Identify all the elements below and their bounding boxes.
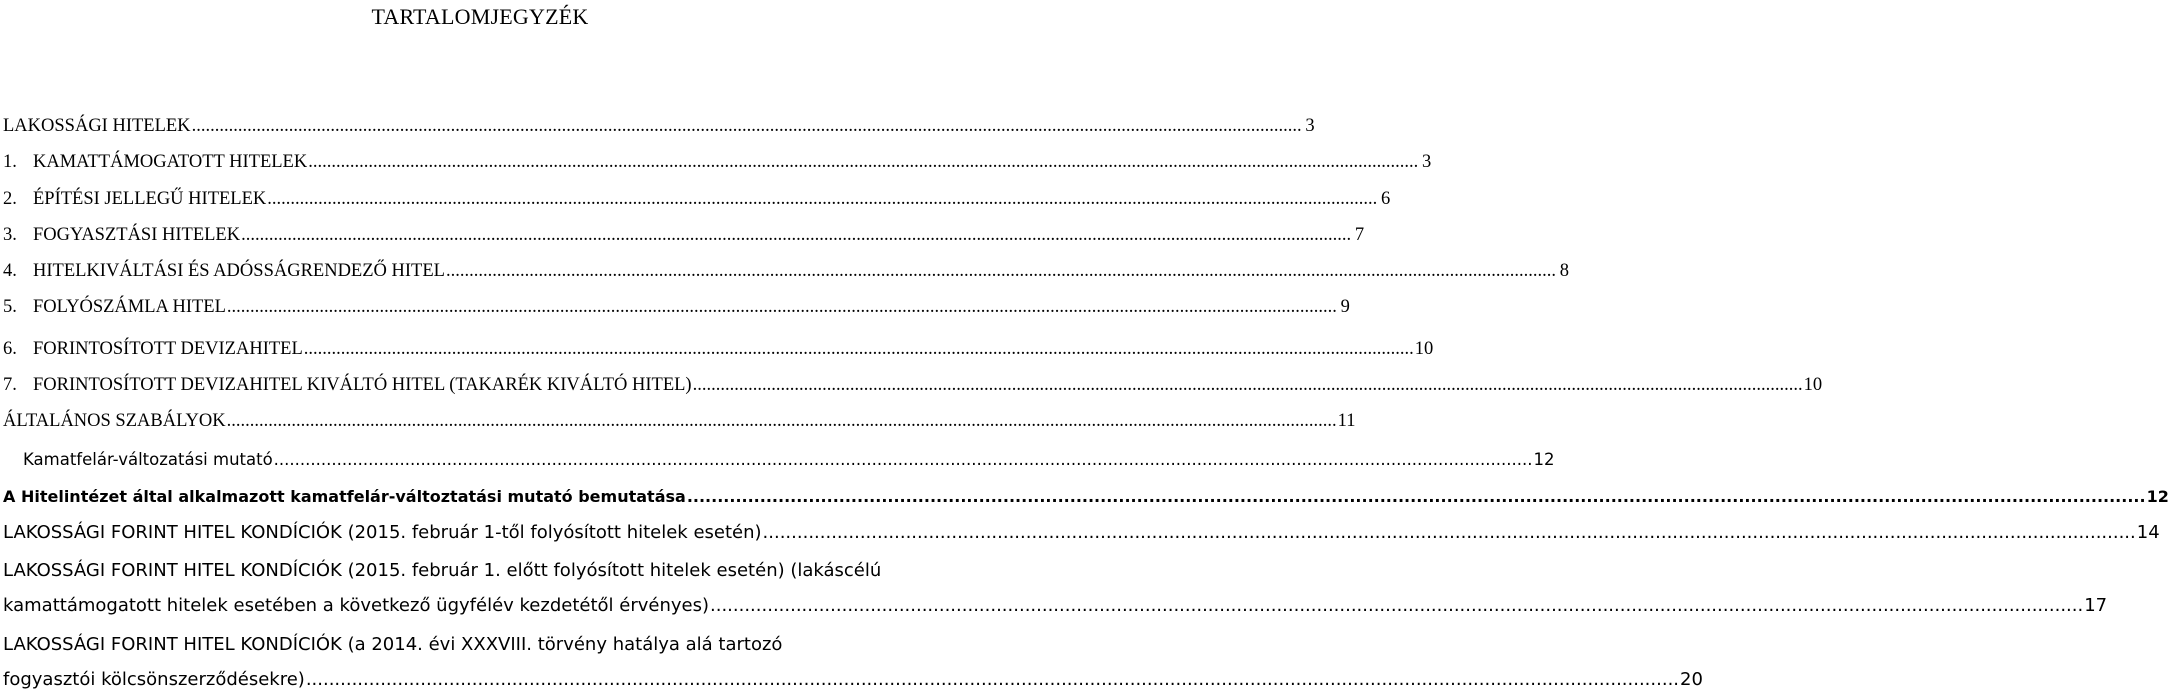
toc-entry-label (3, 152, 307, 173)
toc-entry-number: 1. (3, 152, 17, 172)
toc-entry-forint-kondiciok-2014-line1[interactable]: LAKOSSÁGI FORINT HITEL KONDÍCIÓK (a 2014. évi XXXVIII. törvény hatálya alá tartozó (3, 634, 783, 655)
toc-entry-forint-kondiciok-2015-tol[interactable] (3, 522, 2160, 543)
toc-leader-dots (274, 450, 1533, 469)
toc-entry-folyoszamla[interactable] (3, 297, 1350, 318)
toc-leader-dots (306, 669, 1679, 690)
toc-page-number: 3 (1305, 116, 1315, 136)
toc-leader-dots (763, 522, 2136, 543)
toc-entry-forint-kondiciok-2014[interactable] (3, 669, 1703, 690)
toc-page-number: 14 (2136, 522, 2160, 543)
toc-leader-dots (710, 595, 2083, 616)
toc-leader-dots (304, 339, 1414, 360)
toc-page-number: 8 (1559, 261, 1569, 281)
toc-leader-dots (308, 152, 1418, 173)
toc-entry-kamatfelar-mutato[interactable] (3, 450, 1555, 469)
toc-entry-text: FOLYÓSZÁMLA HITEL (33, 297, 226, 317)
toc-page-number: 17 (2084, 595, 2108, 616)
toc-page-number: 12 (2146, 487, 2169, 506)
toc-leader-dots (693, 375, 1803, 396)
toc-entry-forint-kondiciok-2015-elott[interactable] (3, 595, 2108, 616)
toc-entry-label: kamattámogatott hitelek esetében a következő ügyfélév kezdetétől érvényes) (3, 595, 709, 616)
toc-leader-dots (267, 189, 1377, 210)
toc-leader-dots (241, 225, 1351, 246)
toc-page-number: 3 (1421, 152, 1432, 172)
toc-entry-hitelintezet-mutato[interactable] (3, 487, 2169, 506)
toc-entry-lakossagi-hitelek[interactable] (3, 116, 1315, 137)
toc-page-number: 10 (1803, 375, 1823, 395)
toc-page-number: 11 (1337, 411, 1356, 431)
toc-entry-label: A Hitelintézet által alkalmazott kamatfelár-változtatási mutató bemutatása (3, 487, 686, 506)
toc-entry-label (3, 261, 445, 282)
toc-entry-label: ÁLTALÁNOS SZABÁLYOK (3, 411, 226, 431)
toc-entry-text: KAMATTÁMOGATOTT HITELEK (33, 152, 308, 172)
toc-entry-number: 4. (3, 261, 17, 281)
toc-leader-dots (687, 487, 2146, 506)
toc-entry-label (3, 189, 266, 210)
toc-entry-label: Kamatfelár-változatási mutató (23, 450, 273, 469)
toc-entry-label: fogyasztói kölcsönszerződésekre) (3, 669, 305, 690)
toc-page-number: 12 (1533, 450, 1555, 469)
toc-entry-forintositott[interactable] (3, 339, 1434, 360)
toc-page-number: 10 (1414, 339, 1434, 359)
toc-entry-text: FORINTOSÍTOTT DEVIZAHITEL (33, 339, 303, 359)
toc-entry-text: ÉPÍTÉSI JELLEGŰ HITELEK (33, 189, 267, 209)
toc-entry-number: 6. (3, 339, 17, 359)
toc-entry-number: 7. (3, 375, 17, 395)
page-title: TARTALOMJEGYZÉK (371, 4, 589, 29)
toc-entry-text: FOGYASZTÁSI HITELEK (33, 225, 241, 245)
toc-entry-label (3, 339, 303, 360)
toc-entry-epitesi[interactable] (3, 189, 1391, 210)
toc-page-number: 7 (1354, 225, 1365, 245)
toc-entry-number: 3. (3, 225, 17, 245)
toc-entry-label: LAKOSSÁGI FORINT HITEL KONDÍCIÓK (2015. február 1-től folyósított hitelek esetén) (3, 522, 762, 543)
toc-entry-forint-kondiciok-2015-elott-line1[interactable]: LAKOSSÁGI FORINT HITEL KONDÍCIÓK (2015. február 1. előtt folyósított hitelek esetén) (lakáscélú (3, 560, 882, 581)
toc-entry-label (3, 297, 226, 318)
toc-page-number: 9 (1340, 297, 1350, 317)
toc-leader-dots (446, 261, 1556, 282)
toc-entry-hitelkivaltasi[interactable] (3, 261, 1569, 282)
toc-entry-fogyasztasi[interactable] (3, 225, 1365, 246)
toc-leader-dots (227, 411, 1337, 432)
toc-entry-text: HITELKIVÁLTÁSI ÉS ADÓSSÁGRENDEZŐ HITEL (33, 261, 445, 281)
toc-entry-kamattamogatott[interactable] (3, 152, 1432, 173)
toc-entry-altalanos-szabalyok[interactable] (3, 411, 1356, 432)
toc-leader-dots (227, 297, 1337, 318)
toc-entry-number: 2. (3, 189, 17, 209)
toc-leader-dots (192, 116, 1302, 137)
toc-entry-number: 5. (3, 297, 17, 317)
toc-entry-label (3, 375, 692, 396)
toc-page-number: 20 (1680, 669, 1703, 690)
toc-entry-text: FORINTOSÍTOTT DEVIZAHITEL KIVÁLTÓ HITEL (TAKARÉK KIVÁLTÓ HITEL) (33, 375, 692, 395)
toc-page-number: 6 (1381, 189, 1391, 209)
toc-entry-label: LAKOSSÁGI HITELEK (3, 116, 191, 136)
toc-entry-forintositott-kivalto[interactable] (3, 375, 1823, 396)
toc-entry-label (3, 225, 240, 246)
